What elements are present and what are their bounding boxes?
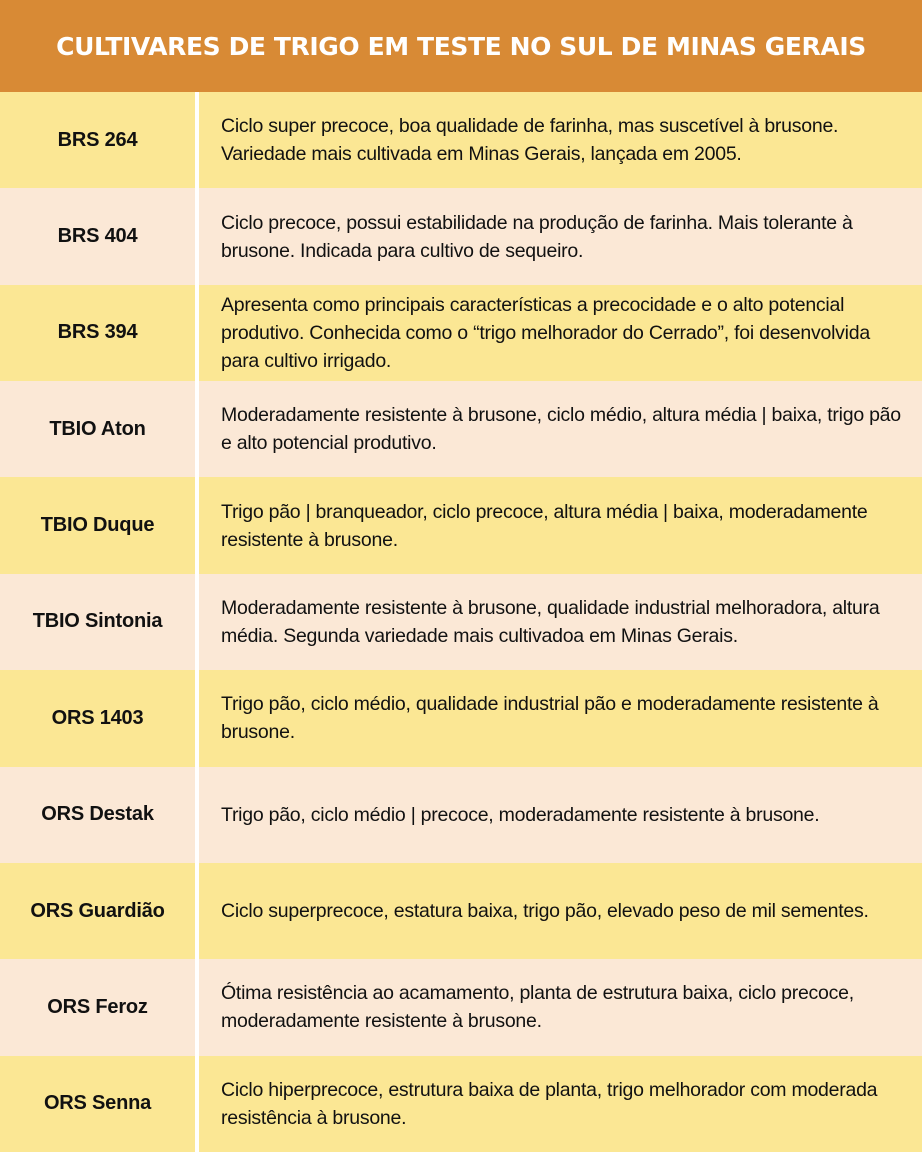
table-row	[0, 477, 922, 573]
cultivar-name: BRS 404	[0, 188, 195, 284]
table-row	[0, 188, 922, 284]
table-row	[0, 574, 922, 670]
table-row	[0, 285, 922, 381]
cultivar-name: ORS Senna	[0, 1056, 195, 1152]
table-row	[0, 1056, 922, 1152]
cultivar-name: TBIO Duque	[0, 477, 195, 573]
cultivar-description: Apresenta como principais características a precocidade e o alto potencial produtivo. Conhecida como o “trigo melhorador do Cerrado”, foi desenvolvida para cultivo irrigado.	[199, 285, 922, 381]
table-row	[0, 767, 922, 863]
table-title: CULTIVARES DE TRIGO EM TESTE NO SUL DE MINAS GERAIS	[0, 0, 922, 92]
cultivar-name: ORS Feroz	[0, 959, 195, 1055]
cultivar-rows	[0, 92, 922, 1152]
cultivar-description: Ciclo hiperprecoce, estrutura baixa de planta, trigo melhorador com moderada resistência à brusone.	[199, 1056, 922, 1152]
cultivar-description: Moderadamente resistente à brusone, ciclo médio, altura média | baixa, trigo pão e alto potencial produtivo.	[199, 381, 922, 477]
cultivar-description: Trigo pão, ciclo médio, qualidade industrial pão e moderadamente resistente à brusone.	[199, 670, 922, 766]
cultivar-name: BRS 264	[0, 92, 195, 188]
table-row	[0, 959, 922, 1055]
cultivar-description: Ciclo superprecoce, estatura baixa, trigo pão, elevado peso de mil sementes.	[199, 863, 922, 959]
cultivar-description: Trigo pão, ciclo médio | precoce, moderadamente resistente à brusone.	[199, 767, 922, 863]
cultivar-name: ORS Destak	[0, 767, 195, 863]
table-row	[0, 381, 922, 477]
cultivar-description: Trigo pão | branqueador, ciclo precoce, altura média | baixa, moderadamente resistente à brusone.	[199, 477, 922, 573]
cultivar-name: TBIO Aton	[0, 381, 195, 477]
cultivar-name: ORS 1403	[0, 670, 195, 766]
cultivar-description: Moderadamente resistente à brusone, qualidade industrial melhoradora, altura média. Segunda variedade mais cultivadoa em Minas Gerais.	[199, 574, 922, 670]
cultivar-name: BRS 394	[0, 285, 195, 381]
table-row	[0, 863, 922, 959]
cultivar-name: TBIO Sintonia	[0, 574, 195, 670]
table-row	[0, 670, 922, 766]
cultivar-description: Ciclo super precoce, boa qualidade de farinha, mas suscetível à brusone. Variedade mais cultivada em Minas Gerais, lançada em 2005.	[199, 92, 922, 188]
cultivar-description: Ótima resistência ao acamamento, planta de estrutura baixa, ciclo precoce, moderadamente resistente à brusone.	[199, 959, 922, 1055]
cultivar-description: Ciclo precoce, possui estabilidade na produção de farinha. Mais tolerante à brusone. Indicada para cultivo de sequeiro.	[199, 188, 922, 284]
table-row	[0, 92, 922, 188]
cultivar-name: ORS Guardião	[0, 863, 195, 959]
